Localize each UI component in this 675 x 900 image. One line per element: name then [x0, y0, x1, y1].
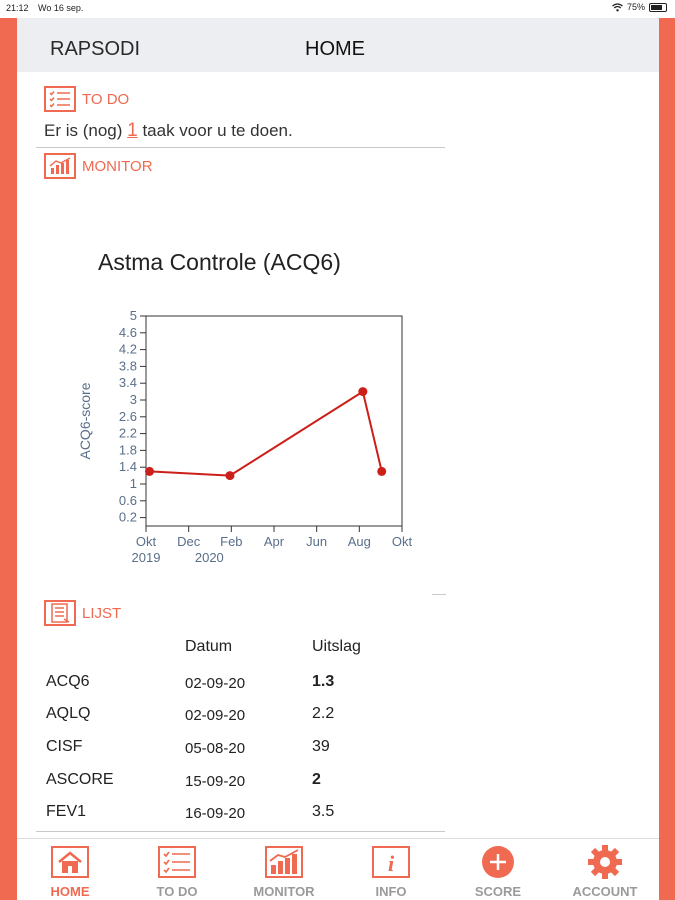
todo-text-before: Er is (nog): [44, 121, 128, 140]
table-header-result: Uitslag: [312, 638, 361, 655]
data-point: [145, 467, 154, 476]
table-row[interactable]: [46, 771, 446, 795]
data-point: [377, 467, 386, 476]
row-name: ACQ6: [46, 673, 90, 690]
checklist-icon: [44, 86, 76, 112]
tab-home[interactable]: [20, 839, 120, 900]
left-accent-edge: [0, 18, 17, 900]
divider: [36, 831, 445, 832]
y-tick-label: 3: [129, 392, 137, 407]
tab-label: SCORE: [474, 884, 522, 899]
right-accent-edge: [659, 18, 675, 900]
lijst-section-header[interactable]: [44, 600, 121, 626]
row-value: 3.5: [312, 803, 335, 820]
home-icon: [50, 845, 90, 879]
y-tick-label: 0.2: [118, 509, 137, 525]
tab-label: ACCOUNT: [572, 884, 638, 899]
todo-message: [44, 120, 293, 142]
tab-todo[interactable]: [127, 839, 227, 900]
data-point: [358, 387, 367, 396]
monitor-section-header[interactable]: [44, 153, 153, 179]
tab-label: TO DO: [156, 884, 198, 899]
todo-section-header[interactable]: [44, 86, 129, 112]
y-tick-label: 4.6: [118, 324, 137, 340]
y-axis-label: ACQ6-score: [77, 382, 93, 460]
bar-chart-icon: [44, 153, 76, 179]
chart-title: Astma Controle (ACQ6): [98, 249, 341, 275]
row-date: 15-09-20: [185, 773, 246, 790]
row-name: AQLQ: [46, 705, 91, 722]
info-icon: [371, 845, 411, 879]
status-date: Wo 16 sep.: [38, 3, 84, 13]
tab-account[interactable]: [555, 839, 655, 900]
monitor-heading: MONITOR: [82, 157, 153, 175]
table-row[interactable]: [46, 738, 446, 762]
nav-header: [17, 18, 659, 72]
divider-stub: [432, 594, 446, 595]
y-tick-label: 2.2: [118, 425, 137, 441]
todo-text-after: taak voor u te doen.: [137, 121, 293, 140]
tab-info[interactable]: [341, 839, 441, 900]
bottom-tab-bar: [17, 838, 659, 900]
x-tick-label: Aug: [347, 534, 371, 549]
y-tick-label: 1.4: [118, 459, 137, 475]
row-name: ASCORE: [46, 771, 114, 788]
row-value: 2: [312, 771, 321, 788]
table-header-date: Datum: [185, 638, 233, 655]
gear-icon: [585, 845, 625, 879]
x-tick-label: Dec: [177, 534, 201, 549]
todo-count-link[interactable]: 1: [127, 120, 138, 141]
y-tick-label: 3.8: [118, 358, 137, 374]
table-row[interactable]: [46, 705, 446, 729]
row-date: 02-09-20: [185, 675, 246, 692]
row-date: 02-09-20: [185, 707, 246, 724]
y-tick-label: 3.4: [118, 375, 137, 391]
plus-circle-icon: [478, 845, 518, 879]
x-tick-year: 2019: [131, 550, 161, 565]
battery-icon: [649, 3, 667, 12]
lijst-heading: LIJST: [82, 604, 122, 622]
row-value: 2.2: [312, 705, 335, 722]
y-tick-label: 1: [129, 476, 137, 491]
battery-percent: 75%: [626, 2, 645, 12]
list-icon: [44, 600, 76, 626]
row-value: 1.3: [312, 673, 335, 690]
data-point: [225, 471, 234, 480]
wifi-icon: [612, 3, 623, 12]
checklist-icon: [157, 845, 197, 879]
row-name: CISF: [46, 738, 83, 755]
row-name: FEV1: [46, 803, 87, 820]
y-tick-label: 1.8: [118, 442, 137, 458]
table-row[interactable]: [46, 803, 446, 827]
series-line: [149, 392, 381, 476]
x-tick-label: Apr: [263, 534, 285, 549]
y-tick-label: 0.6: [118, 492, 137, 508]
todo-heading: TO DO: [82, 90, 130, 108]
page-title: HOME: [305, 38, 365, 60]
x-tick-label: Jun: [306, 534, 328, 549]
table-header-row: [46, 638, 446, 662]
app-brand: RAPSODI: [50, 38, 141, 60]
x-tick-label: Feb: [220, 534, 243, 549]
x-tick-label: Okt: [391, 534, 413, 549]
tab-score[interactable]: [448, 839, 548, 900]
row-value: 39: [312, 738, 330, 755]
tab-monitor[interactable]: [234, 839, 334, 900]
y-tick-label: 5: [129, 308, 137, 323]
plot-frame: [146, 316, 402, 526]
row-date: 05-08-20: [185, 740, 246, 757]
row-date: 16-09-20: [185, 805, 246, 822]
y-tick-label: 2.6: [118, 408, 137, 424]
acq6-line-chart: [36, 300, 476, 600]
tab-label: MONITOR: [253, 884, 315, 899]
tab-label: HOME: [50, 884, 90, 899]
x-tick-label: Okt: [135, 534, 157, 549]
svg-text:i: i: [387, 851, 395, 876]
status-time: 21:12: [6, 3, 29, 13]
tab-label: INFO: [375, 884, 407, 899]
table-row[interactable]: [46, 673, 446, 697]
bar-chart-icon: [264, 845, 304, 879]
status-bar: [0, 0, 675, 18]
y-tick-label: 4.2: [118, 341, 137, 357]
status-right: [612, 2, 667, 12]
divider: [36, 147, 445, 148]
x-tick-year: 2020: [194, 550, 224, 565]
